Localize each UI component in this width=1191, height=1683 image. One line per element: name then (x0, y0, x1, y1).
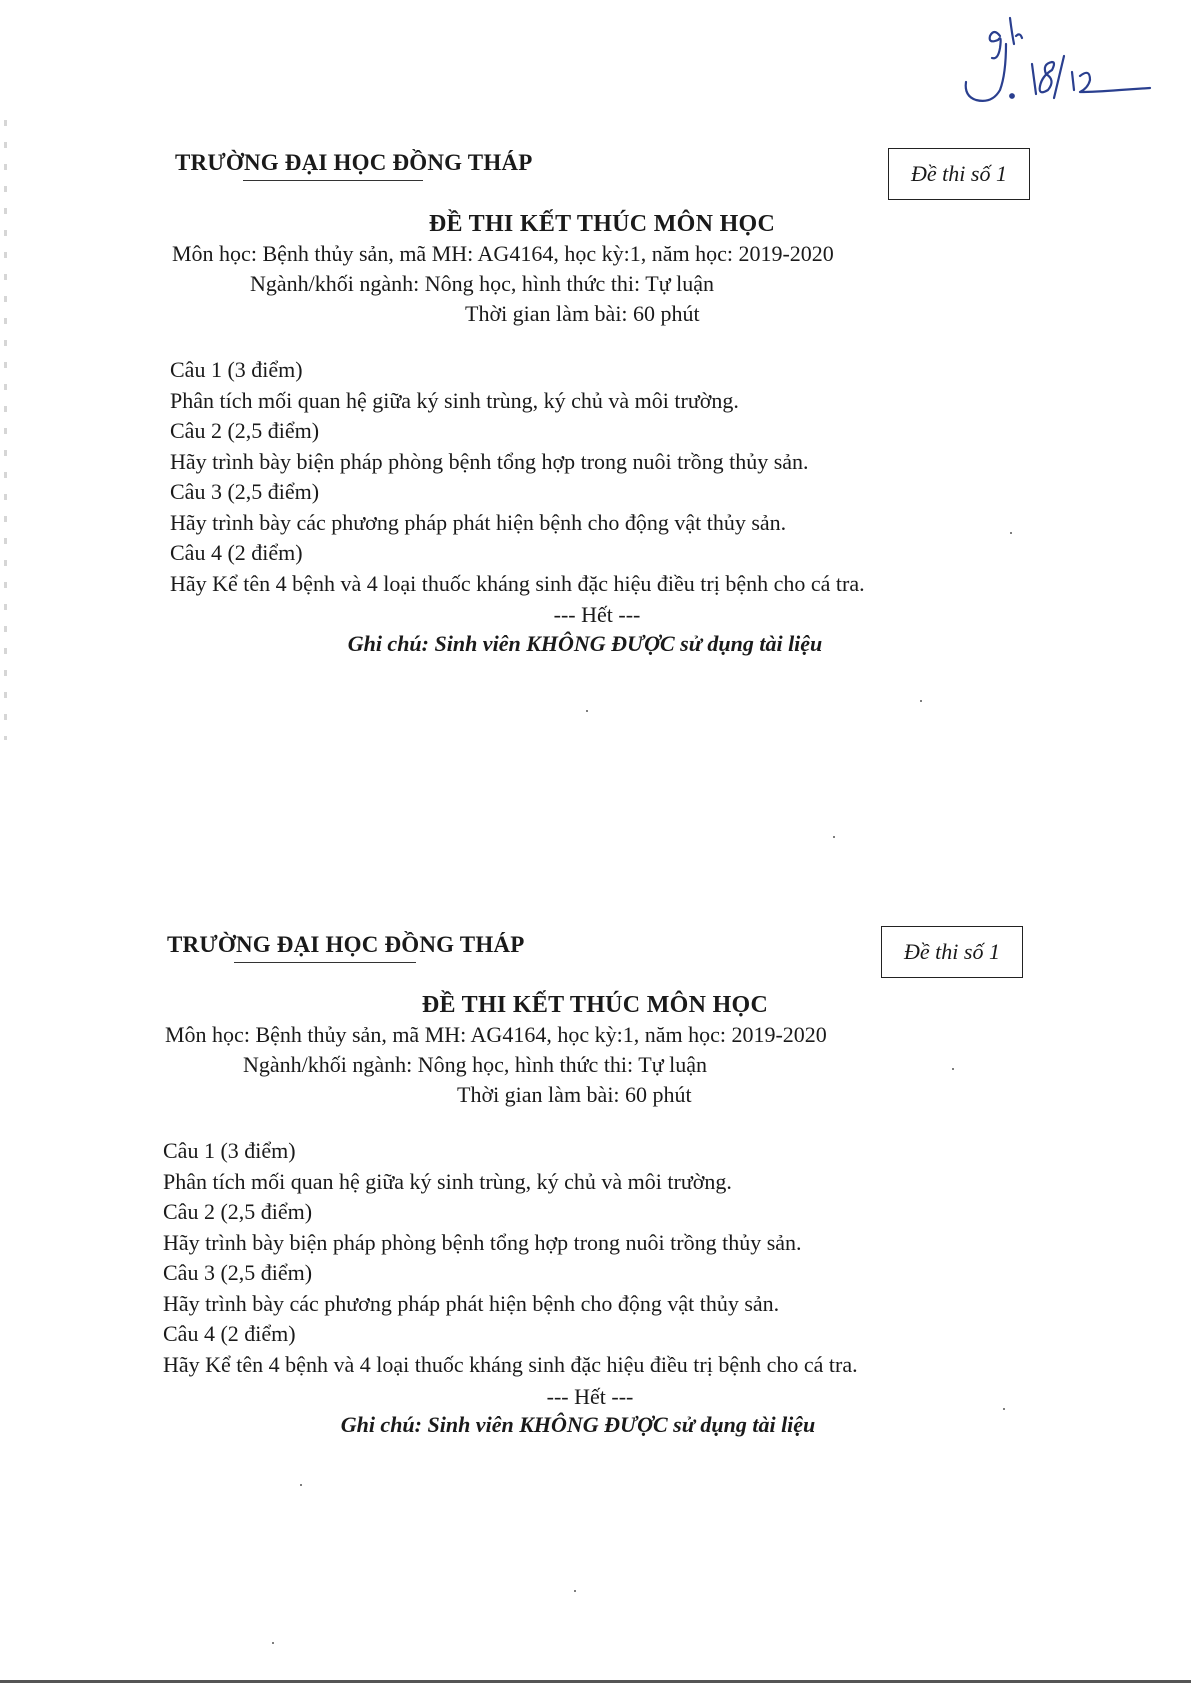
scan-speck (586, 710, 588, 712)
question-heading: Câu 1 (3 điểm) (163, 1138, 296, 1163)
question-text: Hãy trình bày các phương pháp phát hiện bệnh cho động vật thủy sản. (170, 509, 787, 535)
question-text: Hãy Kể tên 4 bệnh và 4 loại thuốc kháng sinh đặc hiệu điều trị bệnh cho cá tra. (170, 570, 865, 596)
exam-code-box (888, 148, 1030, 200)
scan-speck (1003, 1408, 1005, 1410)
question-heading: Câu 4 (2 điểm) (163, 1321, 296, 1346)
exam-code-box (881, 926, 1023, 978)
time-line: Thời gian làm bài: 60 phút (465, 301, 700, 326)
time-line: Thời gian làm bài: 60 phút (457, 1082, 692, 1107)
major-line: Ngành/khối ngành: Nông học, hình thức thi: Tự luận (243, 1052, 707, 1077)
school-name-underline (243, 180, 423, 181)
exam-copy-2 (0, 782, 1191, 1437)
school-name-underline (234, 962, 416, 963)
question-list (163, 1136, 858, 1380)
question-text: Phân tích mối quan hệ giữa ký sinh trùng, ký chủ và môi trường. (170, 387, 739, 413)
scan-speck (833, 836, 835, 838)
end-marker: --- Hết --- (546, 1384, 634, 1409)
exam-title: ĐỀ THI KẾT THÚC MÔN HỌC (421, 992, 769, 1018)
scan-speck (300, 1484, 302, 1486)
question-list (170, 355, 865, 599)
question-heading: Câu 2 (2,5 điểm) (163, 1199, 313, 1224)
question-text: Hãy trình bày biện pháp phòng bệnh tổng hợp trong nuôi trồng thủy sản. (163, 1229, 802, 1255)
question-text: Hãy Kể tên 4 bệnh và 4 loại thuốc kháng sinh đặc hiệu điều trị bệnh cho cá tra. (163, 1351, 858, 1377)
exam-code: Đề thi số 1 (904, 939, 1000, 964)
subject-line: Môn học: Bệnh thủy sản, mã MH: AG4164, học kỳ:1, năm học: 2019-2020 (165, 1022, 827, 1047)
question-text: Hãy trình bày biện pháp phòng bệnh tổng hợp trong nuôi trồng thủy sản. (170, 448, 809, 474)
exam-code: Đề thi số 1 (911, 161, 1007, 186)
subject-line: Môn học: Bệnh thủy sản, mã MH: AG4164, học kỳ:1, năm học: 2019-2020 (172, 241, 834, 266)
exam-title: ĐỀ THI KẾT THÚC MÔN HỌC (428, 211, 776, 237)
question-text: Phân tích mối quan hệ giữa ký sinh trùng, ký chủ và môi trường. (163, 1168, 732, 1194)
end-marker: --- Hết --- (553, 602, 641, 627)
exam-copy-1 (0, 0, 1191, 656)
exam-note: Ghi chú: Sinh viên KHÔNG ĐƯỢC sử dụng tài liệu (347, 631, 823, 656)
scan-speck (574, 1590, 576, 1592)
school-name: TRƯỜNG ĐẠI HỌC ĐỒNG THÁP (167, 932, 525, 957)
scan-speck (272, 1642, 274, 1644)
school-name: TRƯỜNG ĐẠI HỌC ĐỒNG THÁP (175, 150, 533, 175)
question-heading: Câu 3 (2,5 điểm) (163, 1260, 313, 1285)
major-line: Ngành/khối ngành: Nông học, hình thức thi: Tự luận (250, 271, 714, 296)
question-text: Hãy trình bày các phương pháp phát hiện bệnh cho động vật thủy sản. (163, 1290, 780, 1316)
question-heading: Câu 1 (3 điểm) (170, 357, 303, 382)
question-heading: Câu 4 (2 điểm) (170, 540, 303, 565)
question-heading: Câu 2 (2,5 điểm) (170, 418, 320, 443)
scan-speck (1010, 532, 1012, 534)
exam-note: Ghi chú: Sinh viên KHÔNG ĐƯỢC sử dụng tài liệu (340, 1412, 816, 1437)
question-heading: Câu 3 (2,5 điểm) (170, 479, 320, 504)
scan-speck (952, 1068, 954, 1070)
scan-speck (920, 700, 922, 702)
